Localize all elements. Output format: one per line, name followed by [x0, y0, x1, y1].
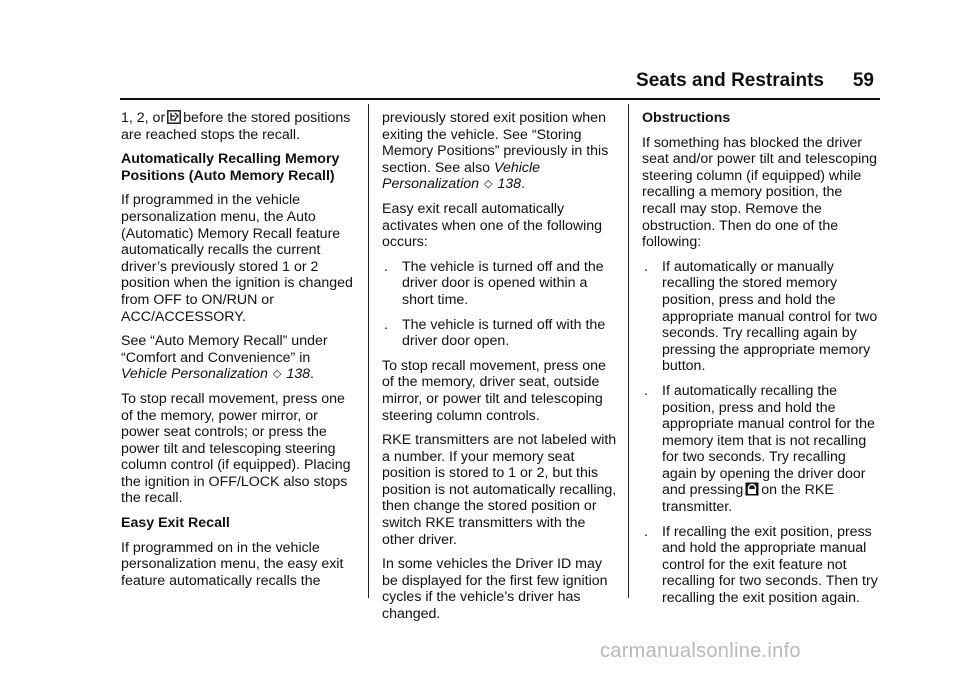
paragraph: See “Auto Memory Recall” under “Comfort and Convenience” in Vehicle Personalization ◇ 138. [121, 333, 328, 383]
bullet-marker: . [384, 258, 388, 275]
paragraph: If something has blocked the driver seat and/or power tilt and telescoping steering column (if equipped) while recalling a memory position, the recall may stop. Remove the obstruction. Then do one of the following: [642, 134, 878, 251]
column-divider-2 [628, 104, 629, 598]
bullet-marker: . [644, 258, 648, 275]
paragraph: In some vehicles the Driver ID may be displayed for the first few ignition cycles if the vehicle’s driver has changed. [382, 556, 608, 623]
cross-reference-link[interactable]: Vehicle Personalization [121, 366, 268, 383]
bullet-marker: . [644, 523, 648, 540]
page-reference-icon: ◇ [483, 178, 493, 191]
unlock-icon [745, 482, 759, 496]
page-reference[interactable]: 138 [497, 176, 522, 193]
bullet-marker: . [384, 316, 388, 333]
watermark: carmanualsonline.info [600, 640, 801, 662]
header-rule [120, 98, 880, 100]
subheading: Easy Exit Recall [121, 515, 230, 532]
page-reference-icon: ◇ [272, 368, 282, 381]
page-number: 59 [852, 70, 874, 91]
page-header [120, 66, 880, 100]
paragraph: previously stored exit position when exiting the vehicle. See “Storing Memory Positions” previously in this section. See also Vehicle Personalization ◇ 138. [382, 110, 609, 193]
paragraph: To stop recall movement, press one of the memory, power mirror, or power seat controls; or press the power tilt and telescoping steering column control (if equipped). Placing the ignition in OFF/LOCK also stops the recall. [121, 390, 351, 507]
column-2 [382, 110, 618, 631]
list-item: . The vehicle is turned off with the driver door open. [384, 316, 606, 350]
paragraph: RKE transmitters are not labeled with a number. If your memory seat position is stored to 1 or 2, but this position is not automatically recalling, then change the stored position or switch RKE transmitters with the other driver. [382, 432, 617, 548]
paragraph: If programmed in the vehicle personalization menu, the Auto (Automatic) Memory Recall feature automatically recalls the current driver’s previously stored 1 or 2 position when the ignition is changed from OFF to ON/RUN or ACC/ACCESSORY. [121, 192, 353, 325]
paragraph: To stop recall movement, press one of the memory, driver seat, outside mirror, or power tilt and telescoping steering column controls. [382, 357, 606, 424]
exit-seat-icon [167, 110, 181, 124]
section-title: Seats and Restraints [636, 70, 824, 91]
list-item: . If automatically recalling the position, press and hold the appropriate manual control for the memory item that is not recalling for two seconds. Try recalling again by opening the driver door and pressing on the RKE transmitter. [644, 382, 875, 516]
column-3 [642, 110, 878, 615]
bullet-marker: . [644, 382, 648, 399]
column-divider-1 [368, 104, 369, 598]
subheading: Automatically Recalling Memory Positions (Auto Memory Recall) [121, 151, 340, 184]
list-item: . The vehicle is turned off and the driver door is opened within a short time. [384, 258, 604, 308]
list-item: . If recalling the exit position, press and hold the appropriate manual control for the exit feature not recalling for two seconds. Then try recalling the exit position again. [644, 523, 878, 607]
subheading: Obstructions [642, 110, 731, 126]
paragraph: Easy exit recall automatically activates when one of the following occurs: [382, 200, 603, 251]
paragraph: 1, 2, or before the stored positions are reached stops the recall. [121, 110, 351, 143]
paragraph: If programmed on in the vehicle personalization menu, the easy exit feature automatically recalls the [121, 539, 344, 589]
list-item: . If automatically or manually recalling the stored memory position, press and hold the appropriate manual control for two seconds. Try recalling again by pressing the appropriate memory button. [644, 258, 878, 375]
cross-reference-link[interactable]: Vehicle Personalization [382, 159, 541, 193]
column-1 [121, 110, 357, 597]
page-reference[interactable]: 138 [286, 366, 310, 383]
